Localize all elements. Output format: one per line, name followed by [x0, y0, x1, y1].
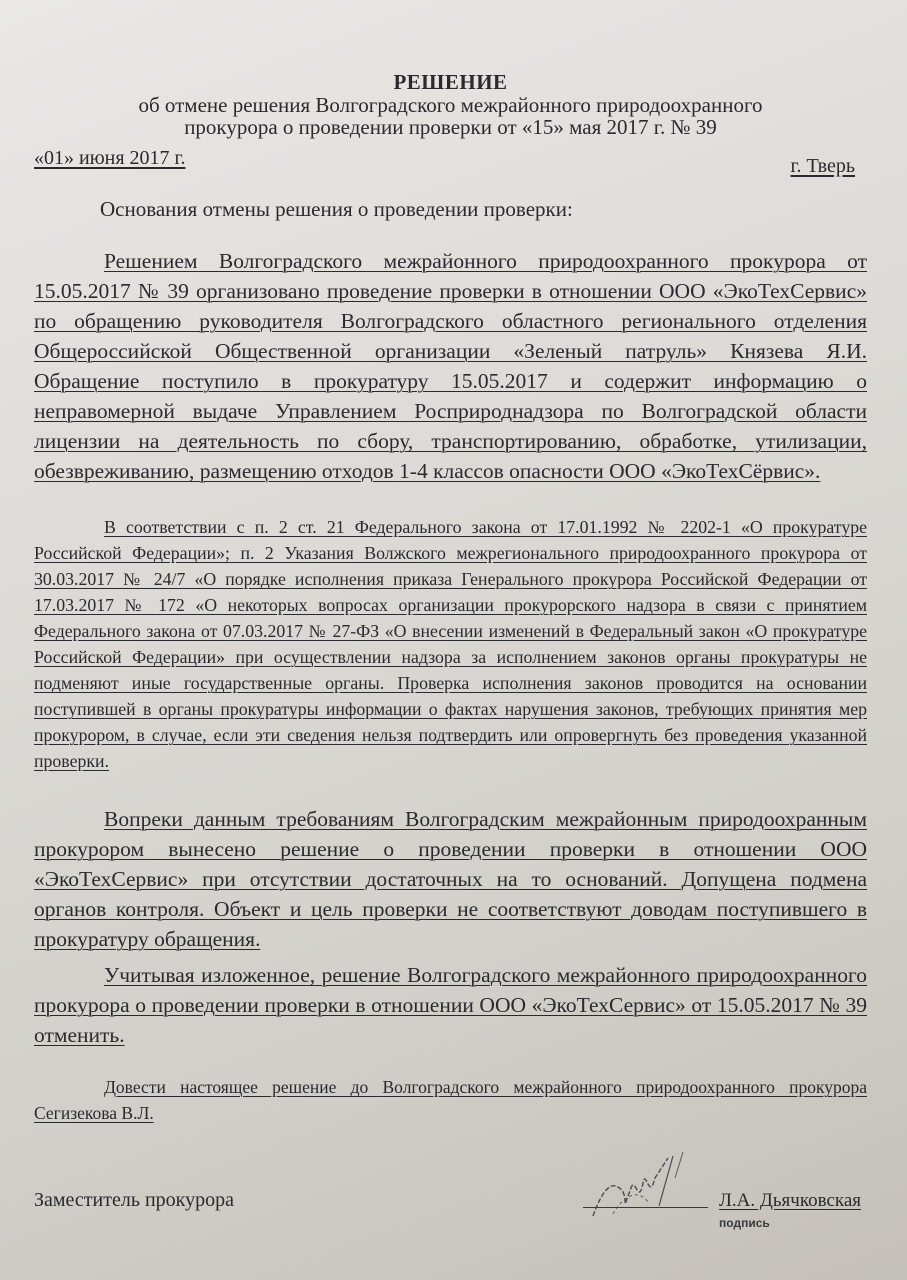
date-city-row: [34, 146, 867, 178]
signer-block: [719, 1190, 861, 1230]
signature-caption: подпись: [719, 1216, 770, 1230]
signature-line: [583, 1207, 708, 1208]
signer-name: Л.А. Дьячковская: [719, 1190, 861, 1211]
document-city: г. Тверь: [790, 155, 855, 177]
grounds-heading: Основания отмены решения о проведении проверки:: [100, 197, 573, 221]
paragraph-notification: Довести настоящее решение до Волгоградского межрайонного природоохранного прокурора Сегизекова В.Л.: [34, 1077, 867, 1123]
paragraph-legal-basis: В соответствии с п. 2 ст. 21 Федерального закона от 17.01.1992 № 2202-1 «О прокуратуре Российской Федерации»; п. 2 Указания Волжского межрегионального природоохранного прокурора от 30.03.2017 № 24/7 «О порядке исполнения приказа Генерального прокурора Российской Федерации от 17.03.2017 № 172 «О некоторых вопросах организации прокурорского надзора в связи с принятием Федерального закона от 07.03.2017 № 27-ФЗ «О внесении изменений в Федеральный закон «О прокуратуре Российской Федерации» при осуществлении надзора за исполнением законов органы прокуратуры не подменяют иные государственные органы. Проверка исполнения законов проводится на основании поступившей в органы прокуратуры информации о фактах нарушения законов, требующих принятия мер прокурором, в случае, если эти сведения нельзя подтвердить или опровергнуть без проведения указанной проверки.: [34, 517, 867, 771]
paragraph-decision-summary: Решением Волгоградского межрайонного природоохранного прокурора от 15.05.2017 № 39 организовано проведение проверки в отношении ООО «ЭкоТехСервис» по обращению руководителя Волгоградского областного регионального отделения Общероссийской Общественной организации «Зеленый патруль» Князева Я.И. Обращение поступило в прокуратуру 15.05.2017 и содержит информацию о неправомерной выдаче Управлением Росприроднадзора по Волгоградской области лицензии на деятельность по сбору, транспортированию, обработке, утилизации, обезвреживанию, размещению отходов 1-4 классов опасности ООО «ЭкоТехСёрвис».: [34, 249, 867, 483]
paragraph-violation: Вопреки данным требованиям Волгоградским межрайонным природоохранным прокурором вынесено решение о проведении проверки в отношении ООО «ЭкоТехСервис» при отсутствии достаточных на то оснований. Допущена подмена органов контроля. Объект и цель проверки не соответствуют доводам поступившего в прокуратуру обращения.: [34, 807, 867, 951]
signature-graphic: [583, 1150, 713, 1230]
subtitle-line-2: прокурора о проведении проверки от «15» мая 2017 г. № 39: [184, 115, 717, 139]
document-title: РЕШЕНИЕ: [393, 70, 508, 94]
signature-area: [583, 1150, 867, 1230]
document-date: «01» июня 2017 г.: [34, 147, 186, 169]
subtitle-line-1: об отмене решения Волгоградского межрайонного природоохранного: [138, 93, 763, 117]
paragraph-resolution: Учитывая изложенное, решение Волгоградского межрайонного природоохранного прокурора о проведении проверки в отношении ООО «ЭкоТехСервис» от 15.05.2017 № 39 отменить.: [34, 963, 867, 1047]
handwritten-signature-icon: [583, 1150, 703, 1230]
signatory-position: Заместитель прокурора: [34, 1189, 234, 1211]
signature-block: [34, 1150, 867, 1230]
